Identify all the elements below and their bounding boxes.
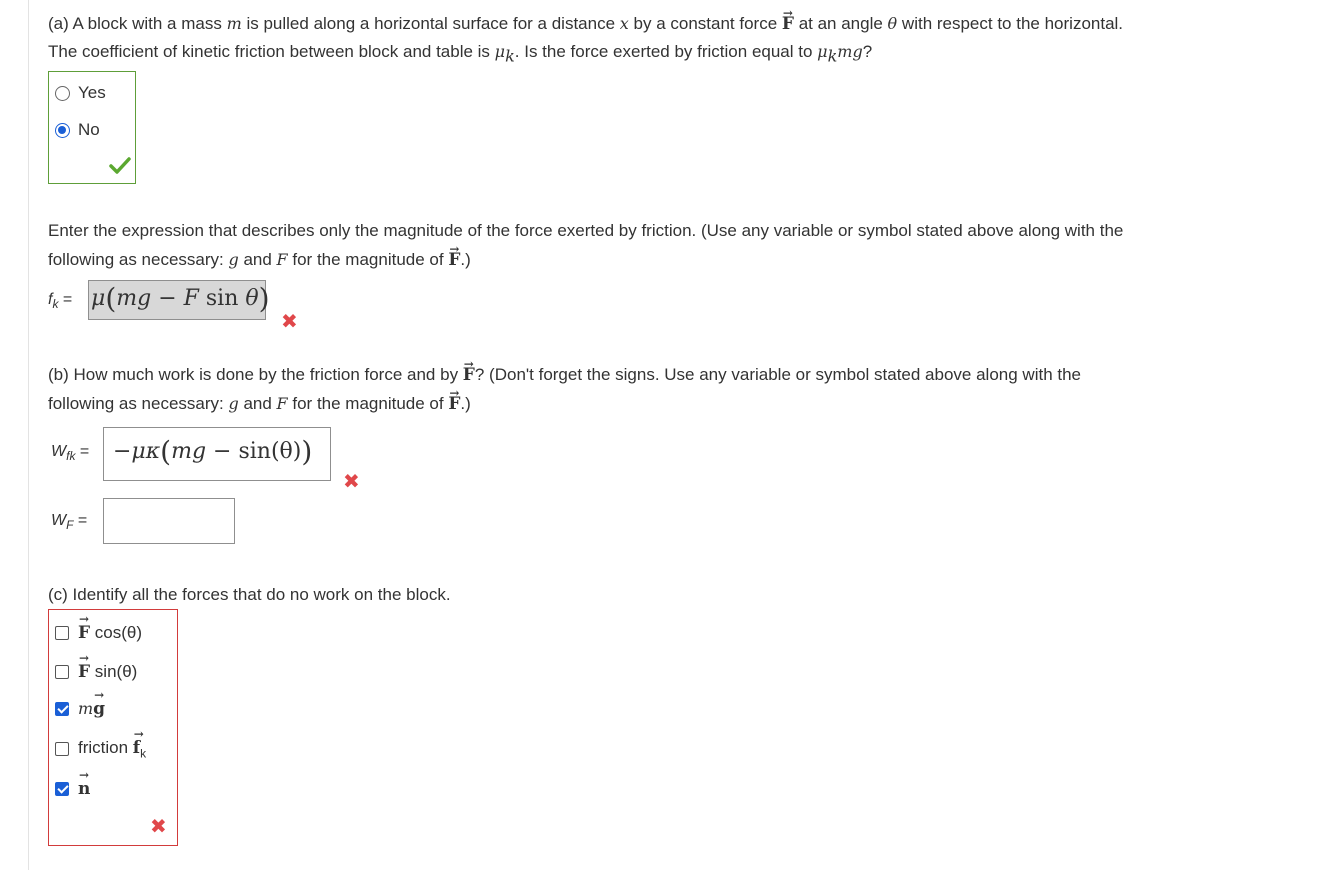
checkbox-mg[interactable] [55,702,69,716]
checkbox-normal-label: → n [78,779,90,799]
radio-yes[interactable] [55,86,70,101]
radio-no[interactable] [55,123,70,138]
radio-no-label: No [78,120,100,139]
part-c-question: (c) Identify all the forces that do no work on the block. [48,585,451,604]
checkbox-fcos-label: → F cos(θ) [78,623,142,643]
friction-prompt-line1: Enter the expression that describes only the magnitude of the force exerted by friction. (Use any variable or symbol stated above along with the [48,221,1124,240]
part-a-question-line1: (a) A block with a mass m is pulled along a horizontal surface for a distance x by a constant force → F at an angle θ with respect to the horizontal. [48,9,1123,39]
x-icon: ✖ [281,309,298,333]
checkbox-option-friction[interactable] [55,738,146,760]
checkbox-friction[interactable] [55,742,69,756]
checkbox-mg-label: m→ g [78,699,105,719]
wfk-answer-math: −μκ(mg − sin(θ)) [113,435,313,468]
checkbox-friction-label: friction → $f_k$ [78,738,146,760]
left-divider [28,0,29,870]
checkbox-fsin[interactable] [55,665,69,679]
x-icon: ✖ [150,814,167,838]
part-b-question-line2: following as necessary: g and F for the magnitude of → F.) [48,389,471,419]
part-b-question-line1: (b) How much work is done by the friction force and by → F? (Don't forget the signs. Use any variable or symbol stated above along with the [48,360,1081,390]
x-icon: ✖ [343,469,360,493]
part-c-checkbox-group [48,609,178,846]
radio-option-no[interactable] [55,120,100,140]
checkbox-option-fsin[interactable] [55,662,137,682]
checkbox-option-mg[interactable] [55,699,105,719]
part-a-question-line2: The coefficient of kinetic friction between block and table is $\mu_k$. Is the force exerted by friction equal to $\mu_kmg$? [48,42,873,66]
fk-label: $f_k$ = [48,291,73,312]
wf-label: $W_F$ = [51,512,88,533]
wf-answer-field[interactable] [103,498,235,544]
checkbox-normal[interactable] [55,782,69,796]
check-icon [109,156,131,174]
part-a-radio-group [48,71,136,184]
friction-answer-math: μ(mg − F sin θ) [91,282,270,315]
friction-answer-field[interactable] [88,280,270,320]
checkbox-option-normal[interactable] [55,779,90,799]
friction-prompt-line2: following as necessary: g and F for the magnitude of → F.) [48,245,471,275]
radio-option-yes[interactable] [55,83,106,103]
checkbox-fcos[interactable] [55,626,69,640]
wfk-answer-field[interactable] [103,427,331,481]
checkbox-fsin-label: → F sin(θ) [78,662,137,682]
wfk-label: $W_{fk}$ = [51,443,90,464]
checkbox-option-fcos[interactable] [55,623,142,643]
radio-yes-label: Yes [78,83,106,102]
